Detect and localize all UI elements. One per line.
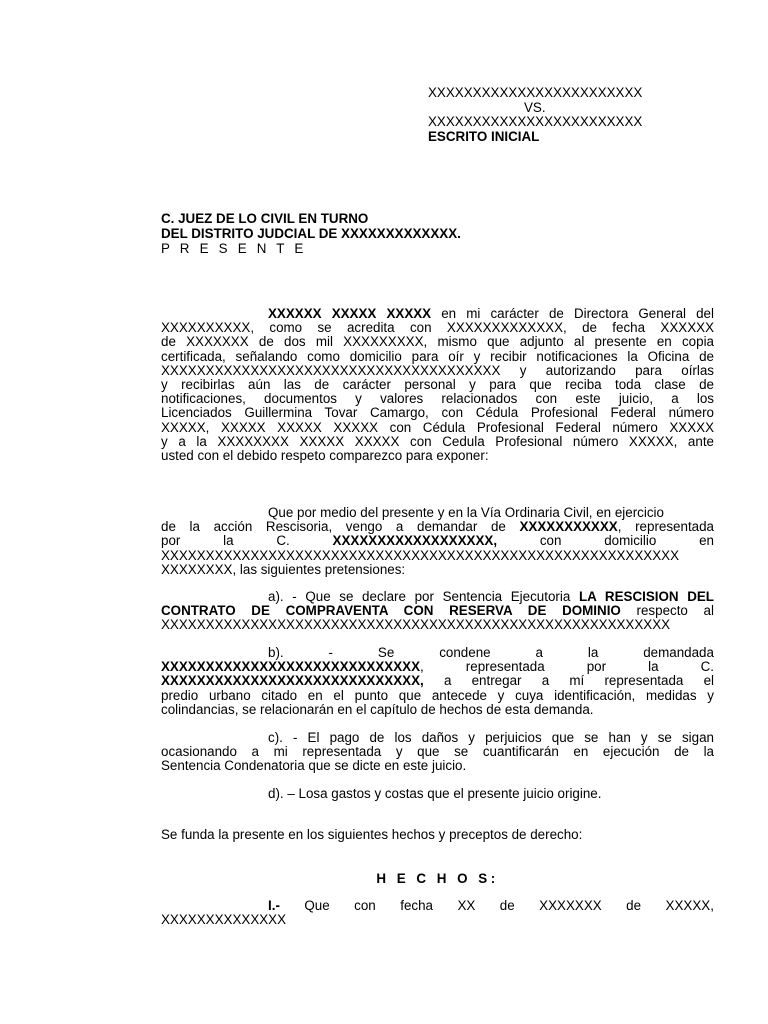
- claim-line: Sentencia Condenatoria que se dicte en este juicio.: [161, 758, 467, 774]
- claim-b: [161, 646, 714, 717]
- addressee-block: [161, 211, 461, 256]
- claim-line: d). – Losa gastos y costas que el presente juicio origine.: [268, 786, 602, 801]
- claim-line: predio urbano citado en el punto que antecede y cuya identificación, medidas y: [161, 687, 714, 703]
- intro-line: XXXXXXXXXX, como se acredita con XXXXXXXXXXXXX, de fecha XXXXXX: [161, 320, 714, 336]
- intro-line: XXXXX, XXXXX XXXXX XXXXX con Cédula Profesional Federal número XXXXX: [161, 419, 714, 435]
- intro-line: XXXXXX XXXXX XXXXX en mi carácter de Directora General del: [268, 306, 714, 321]
- claim-line: XXXXXXXXXXXXXXXXXXXXXXXXXXXXXXXXXXXXXXXXXXXXXXXXXXXXXXXXX: [161, 617, 671, 633]
- defendant-redacted: XXXXXXXXXXX: [519, 519, 618, 535]
- demand-line: XXXXXXXXXXXXXXXXXXXXXXXXXXXXXXXXXXXXXXXXXXXXXXXXXXXXXXXXXX: [161, 547, 680, 563]
- addressee-presente: P R E S E N T E: [161, 241, 307, 256]
- grounds-statement: Se funda la presente en los siguientes hechos y preceptos de derecho:: [161, 827, 583, 842]
- claim-line: c). - El pago de los daños y perjuicios que se han y se sigan: [268, 730, 714, 745]
- claim-line: b). - Se condene a la demandada: [268, 645, 714, 660]
- intro-line: y a la XXXXXXXX XXXXX XXXXX con Cedula Profesional número XXXXX, ante: [161, 433, 714, 449]
- intro-line: notificaciones, documentos y valores relacionados con este juicio, a los: [161, 391, 714, 407]
- intro-line: certificada, señalando como domicilio para oír y recibir notificaciones la Oficina de: [161, 348, 714, 364]
- demand-line: Que por medio del presente y en la Vía Ordinaria Civil, en ejercicio: [268, 505, 664, 520]
- demand-line: XXXXXXXX, las siguientes pretensiones:: [161, 561, 406, 577]
- fact-i: [161, 899, 714, 927]
- claim-line: ocasionando a mi representada y que se cuantificarán en ejecución de la: [161, 744, 714, 760]
- intro-paragraph: [161, 307, 714, 463]
- claim-line: CONTRATO DE COMPRAVENTA CON RESERVA DE DOMINIO respecto al: [161, 603, 714, 619]
- intro-line: y recibirlas aún las de carácter personal y para que reciba toda clase de: [161, 377, 714, 393]
- intro-line: de XXXXXXX de dos mil XXXXXXXXX, mismo que adjunto al presente en copia: [161, 334, 714, 350]
- claim-line: XXXXXXXXXXXXXXXXXXXXXXXXXXXXX, a entregar a mí representada el: [161, 673, 714, 689]
- plaintiff-name: XXXXXXXXXXXXXXXXXXXXXXXX: [428, 85, 643, 100]
- claim-line: XXXXXXXXXXXXXXXXXXXXXXXXXXXXX, representada por la C.: [161, 659, 714, 675]
- claim-a: [161, 590, 714, 633]
- document-type: ESCRITO INICIAL: [428, 128, 540, 144]
- intro-line: XXXXXXXXXXXXXXXXXXXXXXXXXXXXXXXXXXXXXX y autorizando para oírlas: [161, 362, 714, 378]
- addressee-judge: C. JUEZ DE LO CIVIL EN TURNO: [161, 211, 369, 226]
- intro-line: usted con el debido respeto comparezco para exponer:: [161, 448, 489, 464]
- fact-line: XXXXXXXXXXXXXX: [161, 912, 287, 928]
- demand-line: de la acción Rescisoria, vengo a demandar de XXXXXXXXXXX, representada: [161, 519, 715, 535]
- versus-label: VS.: [524, 99, 546, 115]
- addressee-district: DEL DISTRITO JUDCIAL DE XXXXXXXXXXXXX.: [161, 226, 461, 241]
- fact-line: I.- Que con fecha XX de XXXXXXX de XXXXX,: [268, 898, 714, 913]
- claim-line: a). - Que se declare por Sentencia Ejecutoria LA RESCISION DEL: [268, 589, 714, 604]
- facts-heading: H E C H O S:: [376, 871, 499, 886]
- signatory-name: XXXXXX XXXXX XXXXX: [268, 306, 432, 321]
- demand-paragraph: [161, 506, 714, 577]
- representative-redacted: XXXXXXXXXXXXXXXXXX,: [332, 533, 498, 549]
- demand-line: por la C. XXXXXXXXXXXXXXXXXX, con domicilio en: [161, 533, 714, 549]
- claim-d: [161, 787, 714, 801]
- claim-c: [161, 731, 714, 774]
- defendant-name: XXXXXXXXXXXXXXXXXXXXXXXX: [428, 114, 643, 129]
- claim-line: colindancias, se relacionarán en el capítulo de hechos de esta demanda.: [161, 701, 594, 717]
- intro-line: Licenciados Guillermina Tovar Camargo, con Cédula Profesional Federal número: [161, 405, 714, 421]
- case-caption: [428, 86, 718, 144]
